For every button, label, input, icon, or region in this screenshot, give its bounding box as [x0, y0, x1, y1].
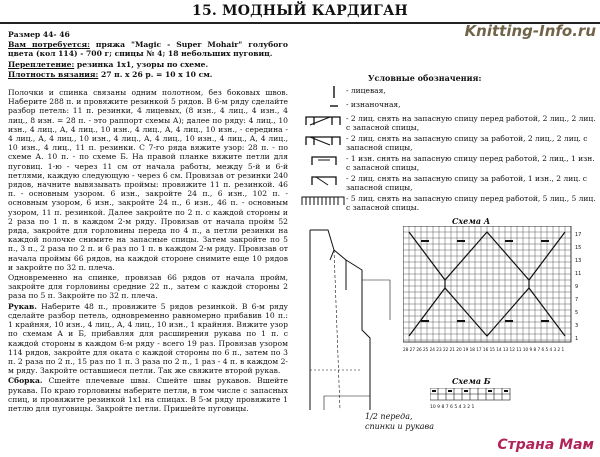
legend-item — [300, 100, 596, 112]
row-number: 7 — [575, 297, 579, 303]
legend-item — [300, 86, 596, 98]
assembly-label: Сборка. — [8, 376, 43, 386]
row-number: 15 — [575, 245, 582, 251]
left-column — [8, 30, 288, 414]
body-paragraph-1: Полочки и спинка связаны одним полотном, без боковых швов. Наберите 288 п. и провяжите резинкой 5 рядов. В 6-м ряду сделайте разбор петель: 11 п. резинки, 4 лицевых, (8 изн., 4 лиц., 4 изн., 4 лиц., 8 изн. = 28 п. - это раппорт схемы А); далее по ряду: 4 лиц., 10 изн., 4 лиц., А, 4 лиц., 10 изн., 4 лиц., А, 4 лиц., 10 изн., - середина - 4 лиц., А, 4 лиц., 10 изн., 4 лиц., А, 4 лиц., 10 изн., 4 лиц., А, 4 лиц., 10 изн., 4 лиц., 11 п. резинки. С 7-го ряда вяжите узор: 28 п. - по схеме А. 10 п. - по схеме Б. На правой планке вяжите петли для пуговиц. 1-ю - через 11 см от начала работы, между 5-й и 6-й петлями, каждую следующую - через 6 см. Провязав от резинки 240 рядов, начните вывязывать проймы: провяжите 11 п. резинкой. 46 п. - основным узором. 6 изн., закройте 24 п., 6 изн., 102 п. - основным узором, 6 изн., закройте 24 п., 6 изн., 46 п. - основным узором, 11 п. резинкой. Далее закройте по 2 п. с каждой стороны и 2 раза по 1 п. в каждом 2-м ряду. Провязав от начала пройм 52 ряда, закройте для горловины переда по 4 п., а петли резинки на каждой полочке снимите на запасные спицы. Затем закройте по 5 п., 3 п., 2 раза по 2 п. и 6 раз по 1 п. в каждом 2-м ряду. Провязав от начала проймы 66 рядов, на каждой стороне снимите еще 10 рядов и закройте по 32 п. плеча. — [8, 88, 288, 272]
legend-item — [300, 114, 596, 132]
body-paragraph-4: Сшейте плечевые швы. Сшейте швы рукавов. Вшейте рукава. По краю горловины наберите петли, в том числе с запасных спиц, и провяжите резинкой 1х1 на спицах. В 5-м ряду провяжите 1 петлю для пуговицы. Закройте петли. Пришейте пуговицы. — [8, 376, 288, 413]
size-label: Размер 44- 46 — [8, 30, 70, 39]
knit-stitch-symbol — [300, 86, 346, 98]
scheme-a-title: Схема А — [452, 216, 491, 226]
sleeve-label: Рукав. — [8, 301, 37, 311]
interlace-text: резинка 1х1, узоры по схеме. — [74, 59, 209, 69]
scheme-b-grid — [430, 388, 520, 410]
materials-label: Вам потребуется: — [8, 40, 90, 50]
body-paragraph-3: Наберите 48 п., провяжите 5 рядов резинкой. В 6-м ряду сделайте разбор петель, одновременно равномерно прибавив 10 п.: 1 крайняя, 10 изн., 4 лиц., А, 4 лиц., 10 изн., 1 крайняя. Вяжите узор по схемам А и Б, прибавляя для расширения рукава по 1 п. с каждой стороны в каждом 6-м ряду - всего 19 раз. Провязав узором 114 рядов, закройте для оката с каждой стороны по 6 п., затем по 3 п. 2 раза по 2 п., 15 раз по 1 п. 3 раза по 2 п., 1 раз - 4 п. в каждом 2-м ряду. Закройте оставшиеся петли. Так же свяжите второй рукав. — [8, 301, 288, 376]
cross-1-2-symbol — [300, 154, 346, 166]
legend-item — [300, 154, 596, 172]
row-number: 13 — [575, 258, 582, 264]
scheme-a-grid — [403, 226, 593, 358]
legend-text: - 1 изн. снять на запасную спицу перед работой, 2 лиц., 1 изн. с запасной спицы, — [346, 154, 595, 172]
legend-text: - 2 лиц. снять на запасную спицу за работой, 1 изн., 2 лиц. с запасной спицы, — [346, 174, 587, 192]
column-numbers: 10 9 8 7 6 5 4 3 2 1 — [430, 405, 475, 410]
cable-5-5-symbol — [300, 194, 346, 206]
column-numbers: 28 27 26 25 24 23 22 21 20 19 18 17 16 15 14 13 12 11 10 9 8 7 6 5 4 3 2 1 — [403, 347, 565, 352]
site-watermark: Knitting-Info.ru — [464, 22, 596, 40]
interlace-label: Переплетение: — [8, 59, 75, 69]
cable-2-2-front-symbol — [300, 114, 346, 126]
caption-line: спинки и рукава — [365, 422, 434, 431]
legend-text: - 5 лиц. снять на запасную спицу перед работой, 5 лиц., 5 лиц. с запасной спицы. — [346, 194, 596, 212]
row-number: 1 — [575, 336, 579, 342]
legend-item — [300, 194, 596, 212]
body-paragraph-2: Одновременно на спинке, провязав 66 рядов от начала пройм, закройте для горловины средние 22 п., затем с каждой стороны 2 раза по 5 п. Закройте по 32 п. плеча. — [8, 273, 288, 301]
cable-2-2-back-symbol — [300, 134, 346, 146]
legend-item — [300, 174, 596, 192]
pattern-caption — [365, 412, 434, 432]
garment-pattern-diagram — [300, 220, 400, 420]
density-label: Плотность вязания: — [8, 69, 99, 79]
row-number: 5 — [575, 310, 579, 316]
row-number: 9 — [575, 284, 579, 290]
legend — [300, 86, 596, 214]
legend-text: - 2 лиц. снять на запасную спицу перед работой, 2 лиц., 2 лиц. с запасной спицы, — [346, 114, 596, 132]
purl-stitch-symbol — [300, 100, 346, 112]
cross-2-1-symbol — [300, 174, 346, 186]
row-number: 11 — [575, 271, 582, 277]
legend-title: Условные обозначения: — [368, 73, 482, 83]
scheme-b-title: Схема Б — [452, 376, 491, 386]
density-text: 27 п. х 26 р. = 10 х 10 см. — [98, 69, 213, 79]
legend-text: - изнаночная, — [346, 100, 401, 109]
brand-watermark: Страна Мам — [497, 437, 594, 453]
materials-text: пряжа "Magic - Super Mohair" голубого цвета (кол 114) - 700 г; спицы № 4; 18 небольших пуговиц. — [8, 40, 288, 59]
legend-text: - 2 лиц. снять на запасную спицу за работой, 2 лиц., 2 лиц. с запасной спицы, — [346, 134, 588, 152]
caption-line: 1/2 переда, — [365, 412, 413, 421]
legend-text: - лицевая, — [346, 86, 386, 95]
row-number: 3 — [575, 323, 579, 329]
page-title: 15. МОДНЫЙ КАРДИГАН — [192, 3, 408, 19]
legend-item — [300, 134, 596, 152]
row-number: 17 — [575, 232, 582, 238]
